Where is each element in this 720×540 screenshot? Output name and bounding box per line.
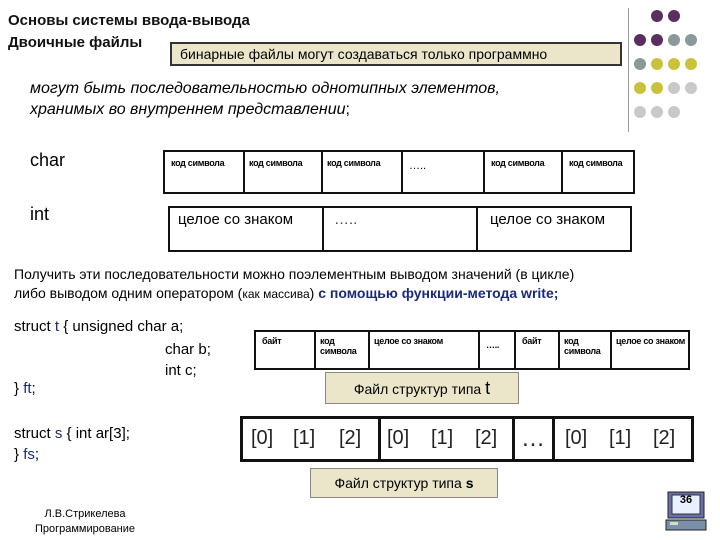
char-cell: код символа	[165, 152, 245, 192]
struct-keyword: struct	[14, 425, 51, 442]
struct-t-rest: { unsigned char a;	[63, 318, 184, 335]
decor-dot	[634, 82, 646, 94]
int-cell: целое со знаком	[370, 332, 480, 368]
byte-cell: байт	[256, 332, 316, 368]
decor-dot	[668, 58, 680, 70]
paragraph-line-1: Получить эти последовательности можно поэлементным выводом значений (в цикле)	[14, 266, 575, 282]
struct-t-line-1	[14, 318, 183, 335]
index-cell: [1]	[609, 427, 632, 449]
char-label: char	[30, 150, 66, 170]
footer-author: Л.В.Стрикелева	[44, 508, 126, 520]
struct-keyword: struct	[14, 318, 51, 335]
int-cell: целое со знаком	[616, 336, 685, 346]
index-cell: [0]	[251, 427, 274, 449]
decor-dot	[685, 82, 697, 94]
decor-dot	[668, 34, 680, 46]
decor-divider	[628, 8, 629, 132]
int-sequence	[168, 206, 632, 252]
struct-t-line-2: char b;	[165, 341, 211, 358]
decor-dot	[634, 34, 646, 46]
struct-s-brace: }	[14, 446, 20, 463]
struct-t-sequence	[254, 330, 690, 370]
int-cell: целое со знаком	[490, 211, 606, 228]
char-code-cell: код символа	[560, 332, 612, 368]
slide-title: Основы системы ввода-вывода	[8, 12, 250, 29]
decor-dot	[651, 34, 663, 46]
decor-dot	[668, 82, 680, 94]
decor-dot	[651, 106, 663, 118]
struct-t-brace: }	[14, 380, 20, 397]
decor-dot	[651, 10, 663, 22]
char-cell: код символа	[245, 152, 323, 192]
paragraph-write-method: с помощью функции-метода write;	[318, 285, 559, 301]
index-cell: [2]	[335, 419, 381, 459]
intro-line-1: могут быть последовательностью однотипных элементов,	[30, 80, 500, 97]
struct-s-line-2	[14, 446, 39, 463]
index-cell: [0]	[387, 427, 410, 449]
paragraph-line-2c: )	[309, 285, 319, 301]
char-sequence	[163, 150, 635, 194]
decor-dot	[668, 10, 680, 22]
paragraph-line-2	[14, 285, 558, 301]
char-code-cell: код символа	[316, 332, 370, 368]
decor-dot	[668, 106, 680, 118]
char-cell: код символа	[323, 152, 403, 192]
struct-t-file-type: t	[485, 378, 491, 398]
char-cell: код символа	[569, 158, 623, 168]
struct-t-line-3: int c;	[165, 362, 197, 379]
char-ellipsis: …..	[403, 152, 485, 192]
int-label: int	[30, 204, 50, 224]
struct-s-rest: { int ar[3];	[66, 425, 130, 442]
index-cell: [0]	[565, 427, 588, 449]
intro-line-2	[30, 101, 350, 119]
ellipsis-cell: …	[515, 419, 555, 459]
struct-s-file-label	[310, 468, 498, 498]
index-cell: [1]	[293, 427, 316, 449]
struct-s-file-text: Файл структур типа	[334, 475, 466, 491]
struct-t-line-4	[14, 380, 36, 397]
index-cell: [1]	[431, 427, 454, 449]
int-ellipsis: …..	[324, 208, 478, 250]
int-cell: целое со знаком	[170, 208, 324, 250]
struct-t-semicolon: ;	[31, 380, 36, 397]
binary-note-box: бинарные файлы могут создаваться только программно	[170, 42, 622, 66]
struct-t-var: ft	[23, 380, 32, 397]
struct-s-var: fs	[23, 446, 35, 463]
decor-dot-grid	[634, 10, 714, 130]
struct-s-file-type: s	[465, 475, 474, 491]
decor-dot	[685, 34, 697, 46]
intro-line-2-end: ;	[345, 101, 350, 118]
struct-t-name: t	[54, 318, 60, 335]
struct-s-sequence	[240, 416, 694, 462]
decor-dot	[651, 58, 663, 70]
decor-dot	[634, 106, 646, 118]
struct-t-file-text: Файл структур типа	[353, 381, 486, 397]
struct-s-name: s	[54, 425, 63, 442]
footer-course: Программирование	[34, 523, 136, 535]
decor-dot	[651, 82, 663, 94]
slide-subtitle: Двоичные файлы	[8, 34, 143, 51]
index-cell: [2]	[653, 427, 676, 449]
struct-t-file-label	[325, 372, 519, 404]
struct-s-semicolon: ;	[34, 446, 40, 463]
ellipsis-cell: …..	[480, 332, 516, 368]
decor-dot	[685, 58, 697, 70]
struct-s-line-1	[14, 425, 130, 442]
char-cell: код символа	[485, 152, 563, 192]
byte-cell: байт	[516, 332, 560, 368]
paragraph-line-2b: как массива	[242, 287, 310, 301]
page-number: 36	[679, 494, 693, 506]
index-cell: [2]	[473, 419, 515, 459]
decor-dot	[634, 58, 646, 70]
intro-line-2-text: хранимых во внутреннем представлении	[30, 101, 346, 118]
paragraph-line-2a: либо выводом одним оператором (	[14, 285, 243, 301]
